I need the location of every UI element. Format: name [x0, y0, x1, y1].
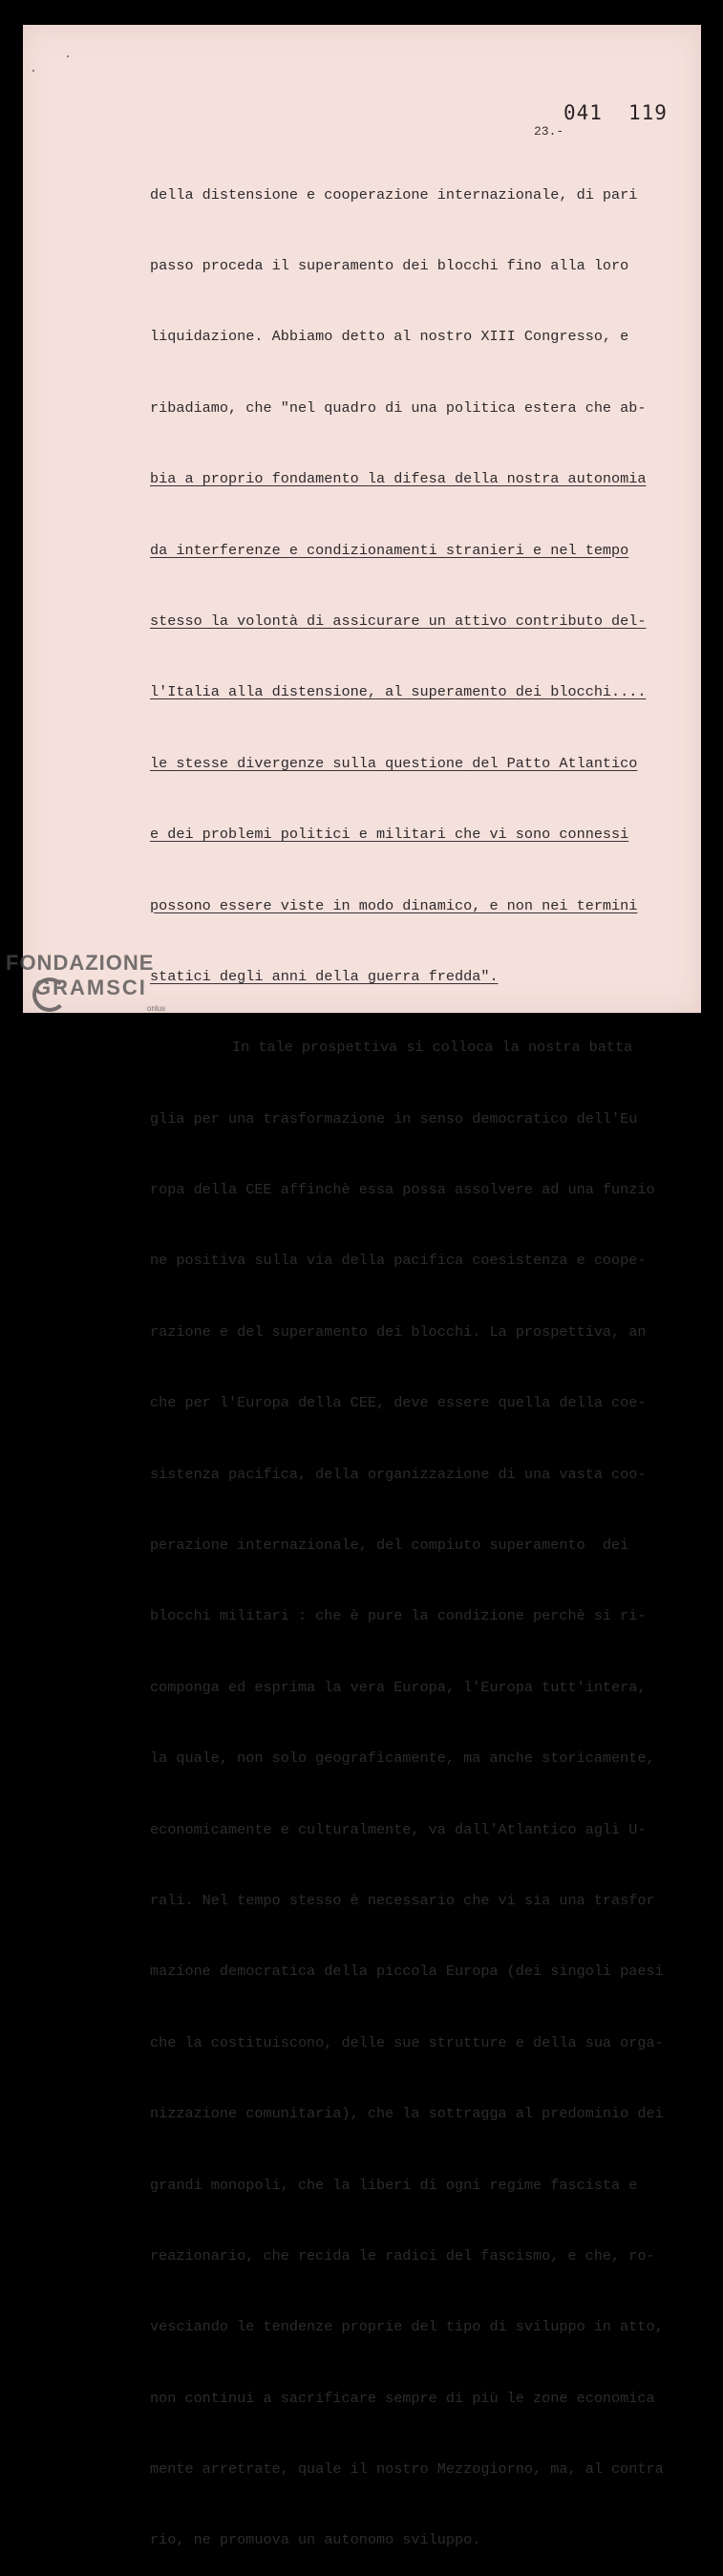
text-line: che la costituiscono, delle sue strutture e della sua orga- [150, 2033, 664, 2051]
text-line: mazione democratica della piccola Europa (dei singoli paesi [150, 1963, 664, 1981]
paragraph-start-line: In tale prospettiva si colloca la nostra batta [232, 1039, 633, 1057]
watermark-line3: onlus [147, 1004, 166, 1013]
quoted-line: e dei problemi politici e militari che vi sono connessi [150, 826, 629, 844]
text-line: grandi monopoli, che la liberi di ogni regime fascista e [150, 2176, 638, 2194]
quoted-line: da interferenze e condizionamenti stranieri e nel tempo [150, 541, 629, 559]
text-line: liquidazione. Abbiamo detto al nostro XIII Congresso, e [150, 328, 629, 346]
text-line: non continui a sacrificare sempre di più le zone economica [150, 2389, 655, 2407]
text-line: componga ed esprima la vera Europa, l'Europa tutt'intera, [150, 1678, 647, 1696]
text-line: economicamente e culturalmente, va dall'Atlantico agli U- [150, 1820, 647, 1838]
text-line: che per l'Europa della CEE, deve essere quella della coe- [150, 1394, 647, 1412]
text-line: ropa della CEE affinchè essa possa assolvere ad una funzio [150, 1181, 655, 1199]
text-line: glia per una trasformazione in senso democratico dell'Eu [150, 1109, 638, 1127]
text-line: sistenza pacifica, della organizzazione di una vasta coo- [150, 1465, 647, 1483]
typewritten-body [150, 136, 664, 2576]
paper-speck [32, 70, 34, 72]
watermark-logo [6, 951, 166, 1013]
watermark-line2: GRAMSCI [34, 976, 147, 999]
page-number: 23.- [534, 124, 564, 139]
text-line: della distensione e cooperazione internazionale, di pari [150, 185, 638, 204]
text-line: vesciando le tendenze proprie del tipo di sviluppo in atto, [150, 2318, 664, 2336]
text-line: reazionario, che recida le radici del fascismo, e che, ro- [150, 2246, 655, 2265]
quoted-line: statici degli anni della guerra fredda". [150, 967, 499, 985]
text-line: nizzazione comunitaria), che la sottragga al predominio dei [150, 2105, 664, 2123]
text-line: razione e del superamento dei blocchi. La prospettiva, an [150, 1322, 647, 1341]
archive-number-left: 041 [564, 101, 603, 124]
text-line: ribadiamo, che "nel quadro di una politica estera che ab- [150, 398, 647, 417]
text-line: passo proceda il superamento dei blocchi fino alla loro [150, 256, 629, 274]
text-line: la quale, non solo geograficamente, ma anche storicamente, [150, 1750, 655, 1768]
quoted-line: stesso la volontà di assicurare un attivo contributo del- [150, 612, 647, 630]
text-line: rali. Nel tempo stesso è necessario che vi sia una trasfor [150, 1891, 655, 1909]
watermark-ring-icon [32, 977, 67, 1012]
quoted-line: possono essere viste in modo dinamico, e non nei termini [150, 896, 638, 914]
quoted-line: le stesse divergenze sulla questione del Patto Atlantico [150, 754, 638, 772]
paper-speck [67, 55, 69, 57]
watermark-line1: FONDAZIONE [6, 951, 155, 975]
text-line: ne positiva sulla via della pacifica coesistenza e coope- [150, 1252, 647, 1270]
quoted-line: l'Italia alla distensione, al superamento dei blocchi.... [150, 683, 647, 701]
text-line: blocchi militari : che è pure la condizione perchè si ri- [150, 1607, 647, 1625]
text-line: mente arretrate, quale il nostro Mezzogiorno, ma, al contra [150, 2460, 664, 2479]
text-line: rio, ne promuova un autonomo sviluppo. [150, 2531, 481, 2549]
text-line: perazione internazionale, del compiuto superamento dei [150, 1536, 629, 1555]
archive-number-right: 119 [628, 101, 668, 124]
quoted-line: bia a proprio fondamento la difesa della nostra autonomia [150, 470, 647, 488]
